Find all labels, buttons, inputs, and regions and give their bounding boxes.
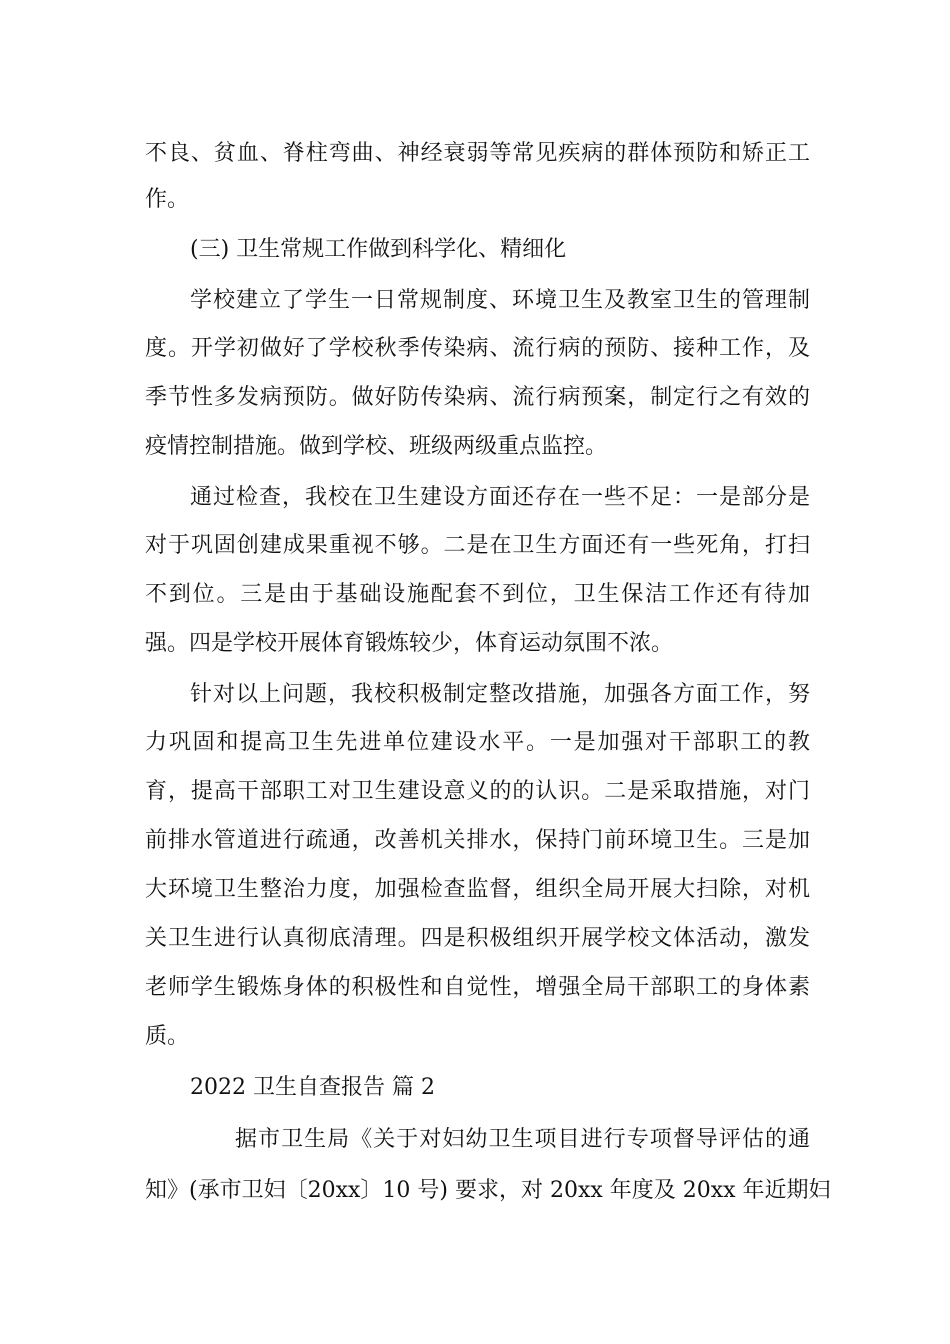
paragraph-line: 育，提高干部职工对卫生建设意义的的认识。二是采取措施，对门 [145,779,810,804]
paragraph-line: 关卫生进行认真彻底清理。四是积极组织开展学校文体活动，激发 [145,926,810,951]
paragraph-line: 不到位。三是由于基础设施配套不到位，卫生保洁工作还有待加 [145,582,810,607]
paragraph-line: 对于巩固创建成果重视不够。二是在卫生方面还有一些死角，打扫 [145,533,810,558]
paragraph-line: 质。 [145,1024,190,1049]
paragraph-line: 作。 [145,187,190,212]
paragraph-line: 大环境卫生整治力度，加强检查监督，组织全局开展大扫除，对机 [145,877,810,902]
paragraph-line: 针对以上问题，我校积极制定整改措施，加强各方面工作，努 [190,682,810,707]
paragraph-line: 知》(承市卫妇〔20xx〕10 号) 要求，对 20xx 年度及 20xx 年近期妇 [145,1178,831,1203]
paragraph-line: 据市卫生局《关于对妇幼卫生项目进行专项督导评估的通 [235,1127,810,1152]
paragraph-line: 前排水管道进行疏通，改善机关排水，保持门前环境卫生。三是加 [145,828,810,853]
paragraph-line: 通过检查，我校在卫生建设方面还存在一些不足：一是部分是 [190,485,810,510]
paragraph-line: 老师学生锻炼身体的积极性和自觉性，增强全局干部职工的身体素 [145,975,810,1000]
paragraph-line: 不良、贫血、脊柱弯曲、神经衰弱等常见疾病的群体预防和矫正工 [145,141,810,166]
paragraph-line: 度。开学初做好了学校秋季传染病、流行病的预防、接种工作，及 [145,336,810,361]
paragraph-line: 疫情控制措施。做到学校、班级两级重点监控。 [145,434,608,459]
paragraph-line: 学校建立了学生一日常规制度、环境卫生及教室卫生的管理制 [190,288,810,313]
section-heading: (三) 卫生常规工作做到科学化、精细化 [190,237,567,262]
paragraph-line: 力巩固和提高卫生先进单位建设水平。一是加强对干部职工的教 [145,730,810,755]
paragraph-line: 季节性多发病预防。做好防传染病、流行病预案，制定行之有效的 [145,385,810,410]
paragraph-line: 强。四是学校开展体育锻炼较少，体育运动氛围不浓。 [145,631,674,656]
report-section-title: 2022 卫生自查报告 篇 2 [190,1075,435,1100]
